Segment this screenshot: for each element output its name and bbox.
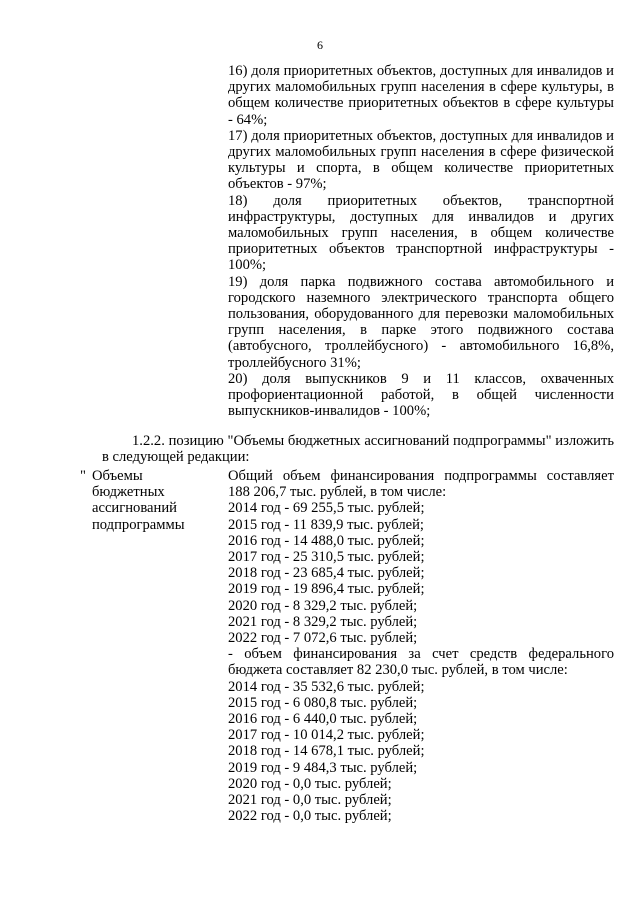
year-line: 2017 год - 25 310,5 тыс. рублей; [228, 549, 425, 566]
year-line: 2020 год - 0,0 тыс. рублей; [228, 775, 392, 792]
year-line: 2019 год - 19 896,4 тыс. рублей; [228, 581, 425, 598]
indicator-item-17: 17) доля приоритетных объектов, доступных для инвалидов и других маломобильных групп населения в сфере физической культуры и спорта, в общем количестве приоритетных объектов - 97%; [228, 127, 614, 193]
year-line: 2014 год - 35 532,6 тыс. рублей; [228, 678, 425, 695]
indicator-item-19: 19) доля парка подвижного состава автомобильного и городского наземного электрического транспорта общего пользования, оборудованного для перевозки маломобильных групп населения, в парке этого подвижного состава (автобусного, троллейбусного) - автомобильного 16,8%, троллейбусного 31%; [228, 273, 614, 371]
year-line: 2018 год - 14 678,1 тыс. рублей; [228, 743, 425, 760]
year-line: 2019 год - 9 484,3 тыс. рублей; [228, 759, 418, 776]
year-line: 2015 год - 11 839,9 тыс. рублей; [228, 516, 424, 533]
amendment-clause: 1.2.2. позицию "Объемы бюджетных ассигнований подпрограммы" изложить в следующей редакции: [102, 433, 614, 466]
year-line: 2018 год - 23 685,4 тыс. рублей; [228, 565, 425, 582]
year-line: 2014 год - 69 255,5 тыс. рублей; [228, 500, 425, 517]
financing-total: Общий объем финансирования подпрограммы составляет 188 206,7 тыс. рублей, в том числе: [228, 468, 614, 501]
opening-quote: " [80, 468, 86, 484]
federal-years-list [228, 679, 614, 825]
year-line: 2017 год - 10 014,2 тыс. рублей; [228, 727, 425, 744]
indicator-item-18: 18) доля приоритетных объектов, транспортной инфраструктуры, доступных для инвалидов и других маломобильных групп населения, в общем количестве приоритетных объектов транспортной инфраструктуры - 100%; [228, 192, 614, 274]
year-line: 2021 год - 0,0 тыс. рублей; [228, 792, 392, 809]
year-line: 2022 год - 0,0 тыс. рублей; [228, 808, 392, 825]
year-line: 2021 год - 8 329,2 тыс. рублей; [228, 613, 418, 630]
total-years-list [228, 500, 614, 646]
year-line: 2020 год - 8 329,2 тыс. рублей; [228, 597, 418, 614]
row-label-text: Объемы бюджетных ассигнований подпрограммы [92, 468, 185, 533]
financing-federal: - объем финансирования за счет средств федерального бюджета составляет 82 230,0 тыс. рублей, в том числе: [228, 646, 614, 679]
indicator-item-16: 16) доля приоритетных объектов, доступных для инвалидов и других маломобильных групп населения в сфере культуры, в общем количестве приоритетных объектов в сфере культуры - 64%; [228, 63, 614, 128]
indicator-list [228, 63, 614, 419]
year-line: 2016 год - 6 440,0 тыс. рублей; [228, 711, 418, 728]
year-line: 2015 год - 6 080,8 тыс. рублей; [228, 694, 418, 711]
year-line: 2022 год - 7 072,6 тыс. рублей; [228, 630, 418, 647]
indicator-item-20: 20) доля выпускников 9 и 11 классов, охваченных профориентационной работой, в общей численности выпускников-инвалидов - 100%; [228, 370, 614, 420]
financing-block [228, 468, 614, 824]
page-number: 6 [317, 38, 323, 52]
year-line: 2016 год - 14 488,0 тыс. рублей; [228, 532, 425, 549]
